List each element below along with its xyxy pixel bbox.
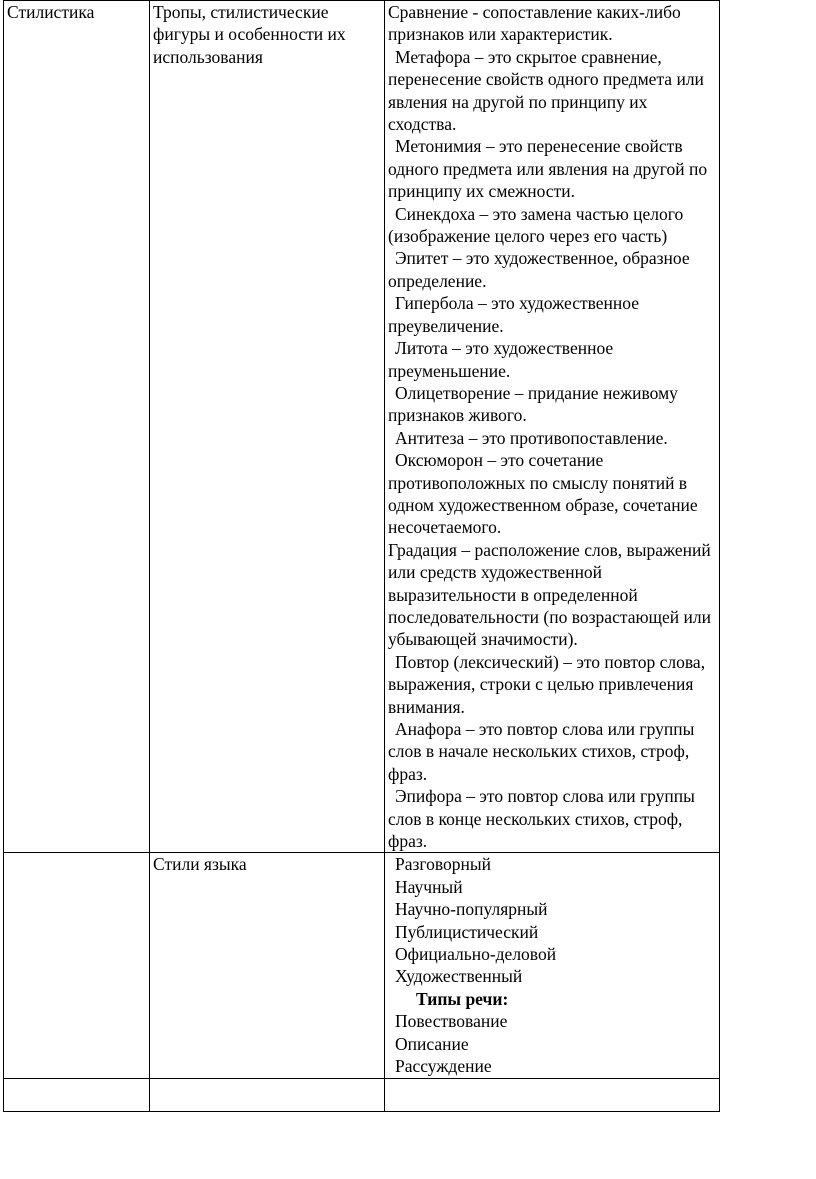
definition-item: Метафора – это скрытое сравнение, перенесение свойств одного предмета или явления на другой по принципу их сходства.	[388, 46, 704, 135]
speech-types-heading: Типы речи:	[416, 988, 509, 1009]
section-cell: Стилистика	[4, 1, 150, 853]
definition-item: Оксюморон – это сочетание противоположных по смыслу понятий в одном художественном образе, сочетание несочетаемого.	[388, 450, 698, 538]
definition-item: Синекдоха – это замена частью целого (изображение целого через его часть)	[388, 203, 684, 247]
style-item: Научный	[395, 876, 463, 897]
stylistics-table	[3, 0, 720, 1112]
definition-item: Эпитет – это художественное, образное определение.	[388, 248, 690, 291]
topic-cell: Тропы, стилистические фигуры и особенности их использования	[150, 1, 385, 853]
definition-item: Сравнение - сопоставление каких-либо признаков или характеристик.	[388, 2, 681, 45]
empty-cell	[150, 1078, 385, 1111]
style-item: Научно-популярный	[395, 899, 548, 920]
definitions-cell	[385, 1, 720, 853]
definition-item: Олицетворение – придание неживому признаков живого.	[388, 382, 678, 426]
definition-item: Литота – это художественное преуменьшение.	[388, 338, 614, 381]
style-item: Разговорный	[395, 854, 492, 875]
style-item: Художественный	[395, 966, 523, 987]
style-item: Публицистический	[395, 921, 539, 942]
table-row	[4, 853, 720, 1078]
section-cell	[4, 853, 150, 1078]
empty-cell	[385, 1078, 720, 1111]
definition-item: Градация – расположение слов, выражений или средств художественной выразительности в определенной последовательности (по возрастающей или убывающей значимости).	[388, 539, 711, 650]
definition-item: Метонимия – это перенесение свойств одного предмета или явления на другой по принципу их смежности.	[388, 136, 708, 202]
table-row	[4, 1078, 720, 1111]
definition-item: Антитеза – это противопоставление.	[395, 427, 668, 448]
speech-type-item: Описание	[395, 1033, 469, 1054]
style-item: Официально-деловой	[395, 944, 557, 965]
definition-item: Анафора – это повтор слова или группы слов в начале нескольких стихов, строф, фраз.	[388, 719, 695, 784]
topic-cell: Стили языка	[150, 853, 385, 1078]
speech-type-item: Рассуждение	[395, 1056, 492, 1077]
speech-type-item: Повествование	[395, 1011, 508, 1032]
styles-cell	[385, 853, 720, 1078]
table-row	[4, 1, 720, 853]
empty-cell	[4, 1078, 150, 1111]
definition-item: Повтор (лексический) – это повтор слова, выражения, строки с целью привлечения внимания.	[388, 651, 706, 717]
definition-item: Эпифора – это повтор слова или группы слов в конце нескольких стихов, строф, фраз.	[388, 786, 695, 852]
definition-item: Гипербола – это художественное преувеличение.	[388, 293, 639, 336]
